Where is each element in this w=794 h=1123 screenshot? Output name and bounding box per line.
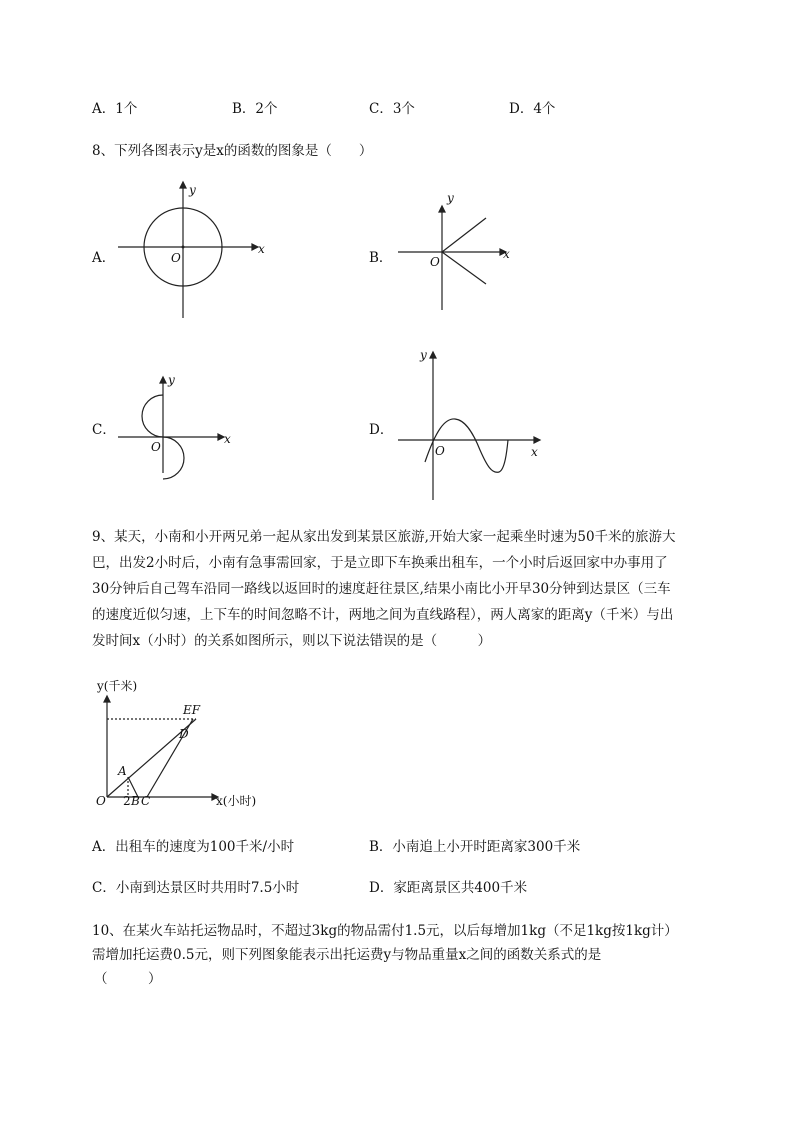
point-d-label: D (179, 727, 189, 741)
q8-stem: 8、下列各图表示y是x的函数的图象是（ ） (92, 143, 373, 159)
q8-label-d: D． (369, 422, 394, 438)
point-c-label: C (141, 794, 151, 808)
y-axis-label: y (189, 183, 196, 197)
y-arrow (104, 696, 110, 702)
x-axis-label: x (258, 242, 265, 256)
origin-label: O (96, 794, 106, 808)
q9-line-4: 的速度近似匀速，上下车的时间忽略不计，两地之间为直线路程），两人离家的距离y（千米）与出 (92, 607, 674, 623)
q8-label-a: A． (92, 250, 116, 266)
lower-right-semicircle (163, 437, 184, 479)
q9-line-2: 巴，出发2小时后，小南有急事需回家，于是立即下车换乘出租车，一个小时后返回家中办事用了 (92, 555, 668, 571)
y-arrow (439, 206, 445, 212)
q10-line-1: 10、在某火车站托运物品时，不超过3kg的物品需付1.5元，以后每增加1kg（不足1kg按1kg计） (92, 923, 678, 939)
point-a-label: A (118, 764, 127, 778)
circle-curve (144, 208, 222, 286)
q7-choice-d: D．4个 (509, 101, 556, 117)
point-b-label: B (131, 794, 140, 808)
x-arrow (534, 437, 540, 443)
y-axis-label: y (168, 373, 175, 387)
point-ef-label: EF (183, 703, 201, 717)
q8-label-c: C． (92, 422, 116, 438)
q9-line-1: 9、某天，小南和小开两兄弟一起从家出发到某景区旅游,开始大家一起乘坐时速为50千米的旅游大 (92, 529, 676, 545)
q9-choice-b: B．小南追上小开时距离家300千米 (369, 839, 581, 855)
q9-line-3: 30分钟后自己驾车沿同一路线以返回时的速度赶往景区,结果小南比小开早30分钟到达景区（三车 (92, 581, 671, 597)
q9-choice-c: C．小南到达景区时共用时7.5小时 (92, 880, 300, 896)
y-arrow (430, 352, 436, 358)
x-axis-label: x (531, 445, 538, 459)
q7-choice-a: A．1个 (92, 101, 138, 117)
origin-label: O (430, 255, 440, 269)
y-arrow (180, 182, 186, 188)
y-axis-label: y (420, 348, 427, 362)
q7-choice-b: B．2个 (232, 101, 278, 117)
y-arrow (160, 377, 166, 383)
q7-choice-c: C．3个 (369, 101, 415, 117)
y-axis-label: y (447, 191, 454, 205)
origin-label: O (151, 440, 161, 454)
upper-ray (442, 218, 486, 252)
q9-line-5: 发时间x（小时）的关系如图所示，则以下说法错误的是（ ） (92, 633, 492, 649)
origin-dot (182, 246, 185, 249)
origin-label: O (171, 251, 181, 265)
origin-label: O (435, 444, 445, 458)
q8-label-b: B． (369, 250, 393, 266)
q9-choice-a: A．出租车的速度为100千米/小时 (92, 839, 295, 855)
x-axis-label: x(小时) (216, 794, 257, 808)
lower-ray (442, 252, 486, 284)
q9-choice-d: D．家距离景区共400千米 (369, 880, 528, 896)
tick-2-label: 2 (123, 794, 131, 808)
x-axis-label: x (503, 247, 510, 261)
y-axis-label: y(千米) (97, 679, 138, 693)
q10-line-3: （ ） (94, 971, 162, 987)
x-axis-label: x (224, 432, 231, 446)
q10-line-2: 需增加托运费0.5元，则下列图象能表示出托运费y与物品重量x之间的函数关系式的是 (92, 947, 602, 963)
upper-left-semicircle (142, 395, 163, 437)
